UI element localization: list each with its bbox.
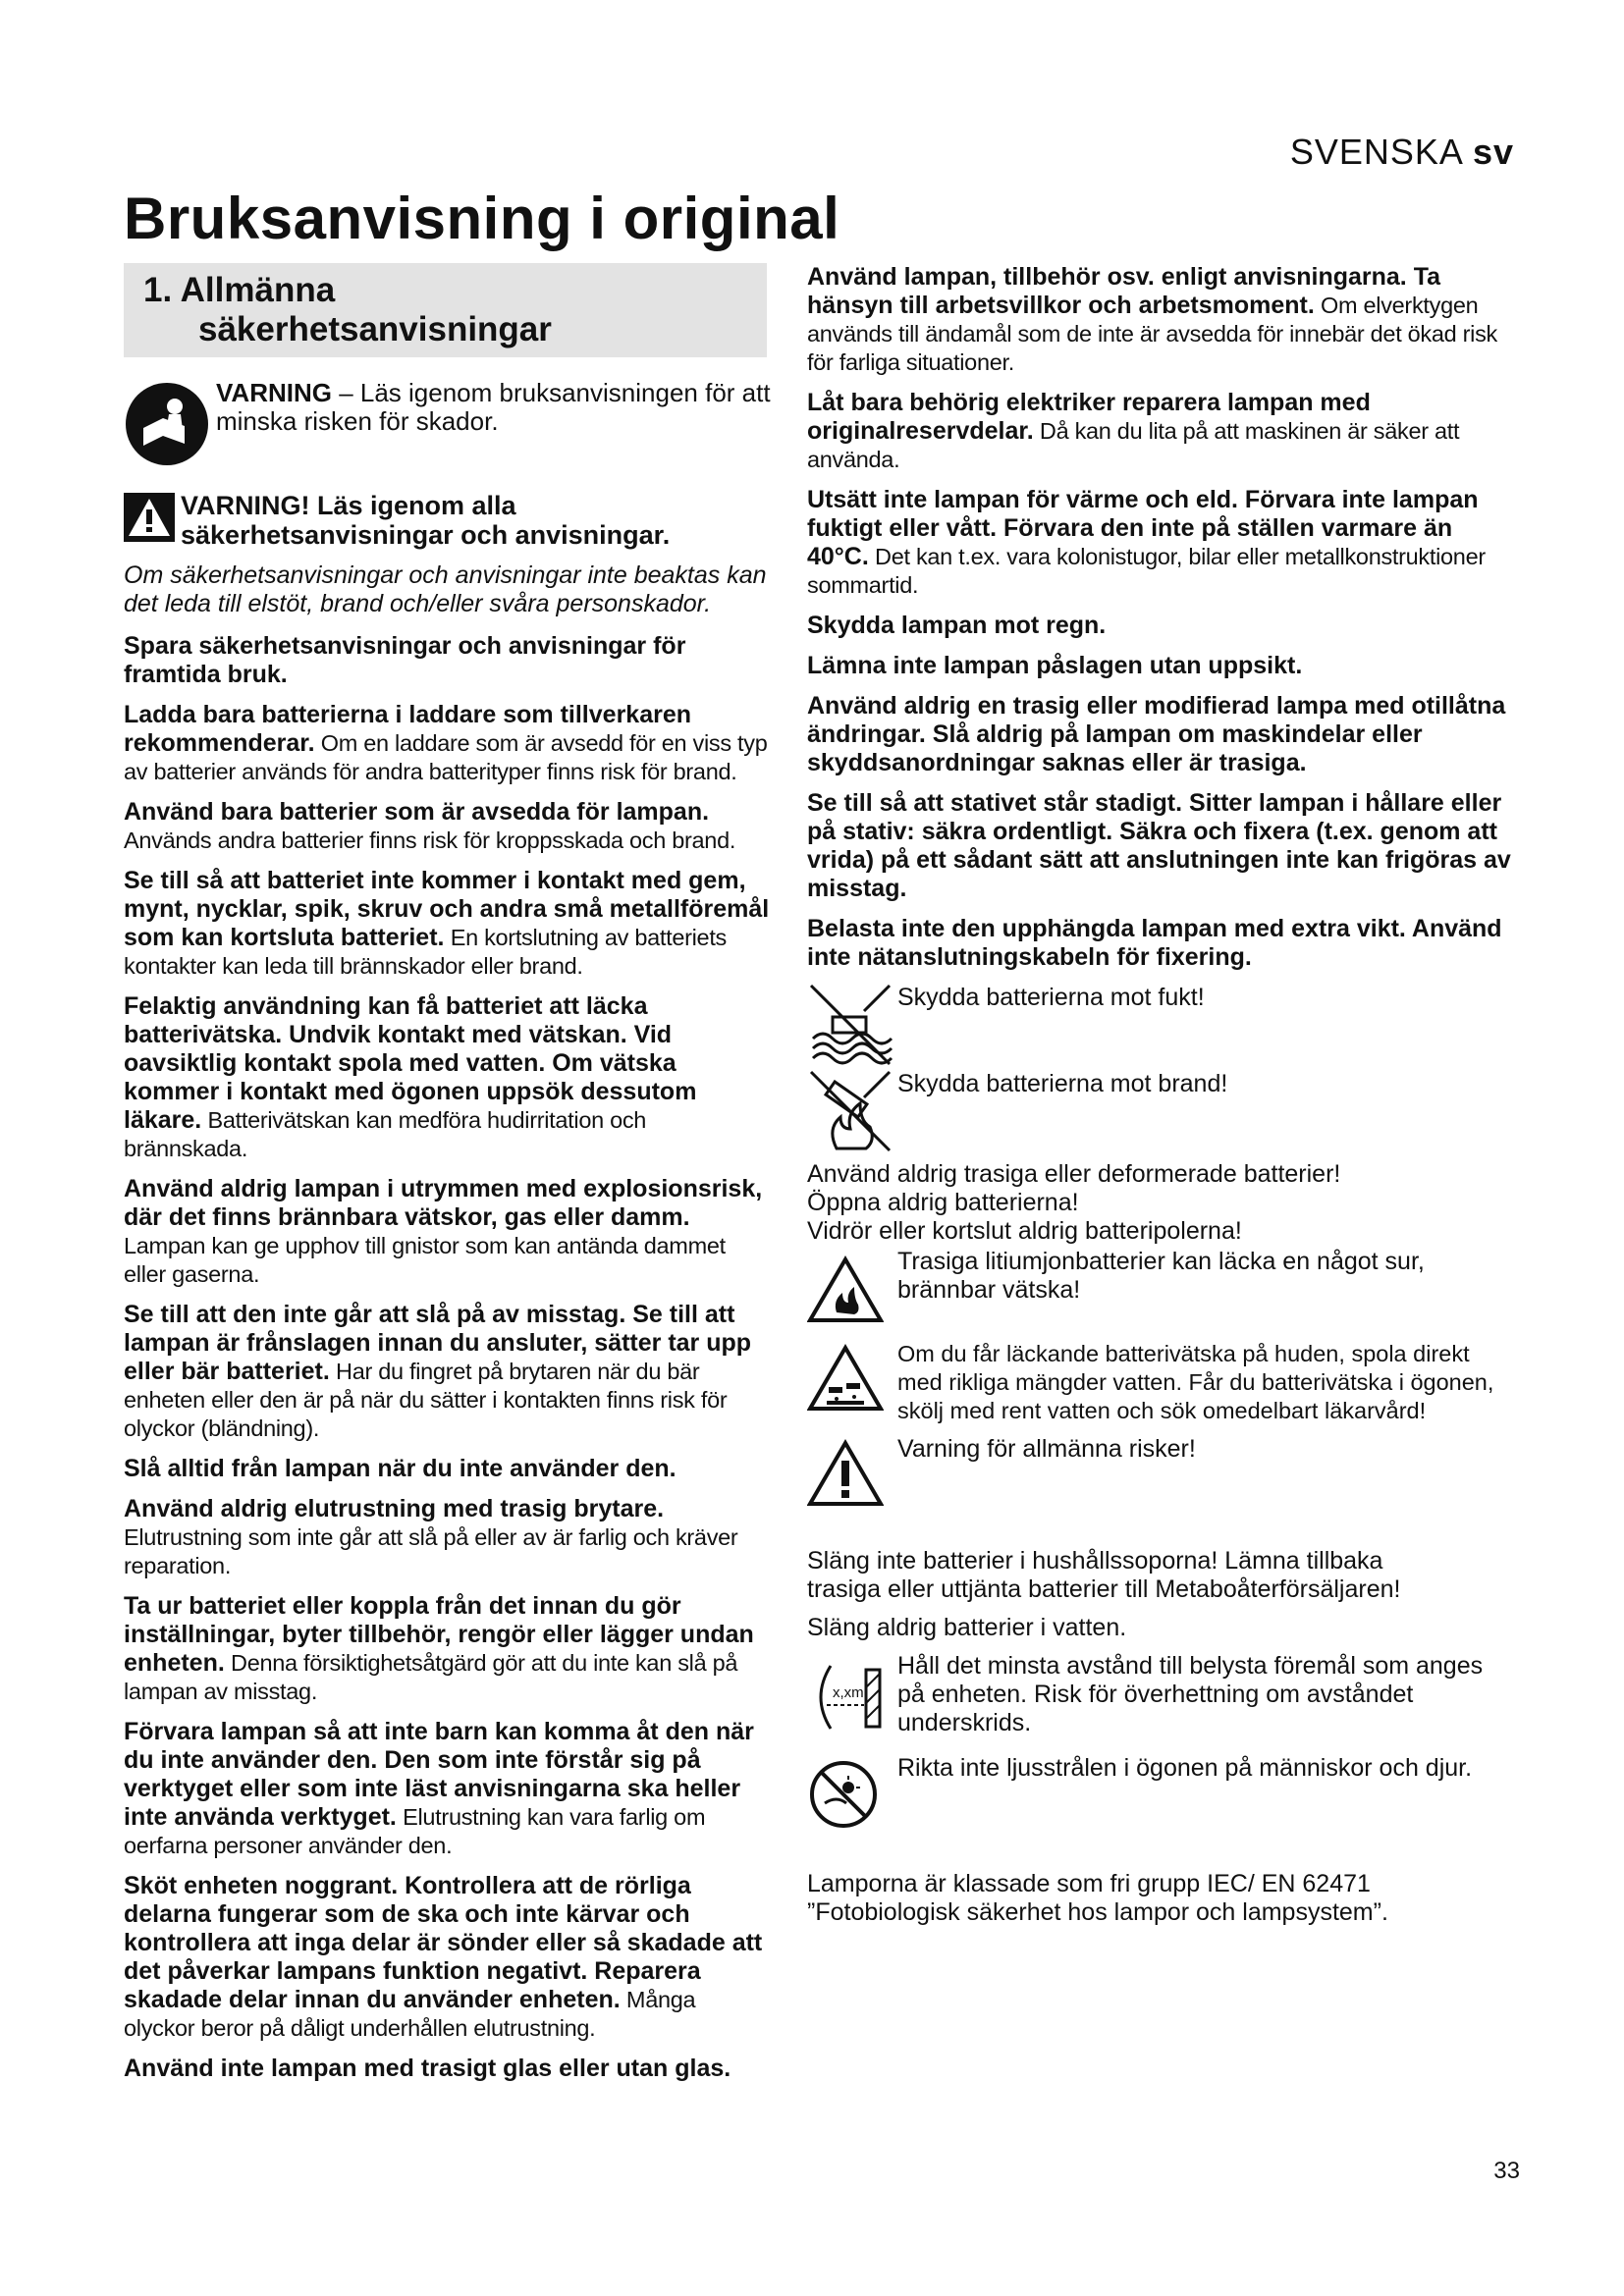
instruction-paragraph: Se till att den inte går att slå på av misstag. Se till att lampan är frånslagen innan du ansluter, sätter tar upp eller bär batteriet. Har du fingret på brytaren när du bär enheten eller den är på när du sätter i kontakten finns risk för olyckor (bländning). (124, 1301, 752, 1441)
instruction-paragraph: Använd aldrig elutrustning med trasig brytare. Elutrustning som inte går att slå på eller av är farlig och kräver reparation. (124, 1495, 738, 1578)
battery-warning-line: Använd aldrig trasiga eller deformerade batterier! (807, 1160, 1341, 1188)
battery-warning-line: Vidrör eller kortslut aldrig batteripolerna! (807, 1217, 1242, 1245)
language-label: SVENSKA sv (1289, 132, 1514, 172)
flammable-symbol-row: Trasiga litiumjonbatterier kan läcka en något sur, brännbar vätska! (807, 1248, 1514, 1330)
instruction-paragraph: Ladda bara batterierna i laddare som tillverkaren rekommenderar. Om en laddare som är avsedd för en viss typ av batterier används för andra batterityper finns risk för brand. (124, 701, 768, 784)
moisture-symbol-row: Skydda batterierna mot fukt! (807, 984, 1514, 1070)
instruction-paragraph: Förvara lampan så att inte barn kan komma åt den när du inte använder den. Den som inte förstår sig på verktyget eller som inte läst anvisningarna ska heller inte använda verktyget. Elutrustning kan vara farlig om oerfarna personer använder den. (124, 1718, 754, 1858)
fire-symbol-row: Skydda batterierna mot brand! (807, 1070, 1514, 1160)
flammable-warning-icon (807, 1255, 884, 1324)
instruction-paragraph: Använd inte lampan med trasigt glas eller utan glas. (124, 2055, 731, 2082)
instruction-paragraph: Använd aldrig en trasig eller modifierad lampa med otillåtna ändringar. Slå aldrig på lampan om maskindelar eller skyddsanordningar saknas eller är trasiga. (807, 692, 1506, 776)
distance-symbol-row: x,xm Håll det minsta avstånd till belysta föremål som anges på enheten. Risk för överhettning om avståndet underskrids. (807, 1652, 1514, 1742)
disposal-text: Släng inte batterier i hushållssoporna! Lämna tillbaka trasiga eller uttjänta batterier till Metaboåterförsäljaren! (807, 1547, 1401, 1603)
instruction-paragraph: Använd aldrig lampan i utrymmen med explosionsrisk, där det finns brännbara vätskor, gas eller damm. Lampan kan ge upphov till gnistor som kan antända dammet eller gaserna. (124, 1175, 763, 1287)
read-manual-warning: VARNING – Läs igenom bruksanvisningen för att minska risken för skador. (124, 379, 772, 473)
instruction-paragraph: Låt bara behörig elektriker reparera lampan med originalreservdelar. Då kan du lita på att maskinen är säker att använda. (807, 389, 1460, 472)
left-column (124, 263, 772, 2095)
instruction-paragraph: Skydda lampan mot regn. (807, 612, 1107, 639)
instruction-paragraph: Se till så att batteriet inte kommer i kontakt med gem, mynt, nycklar, spik, skruv och andra små metallföremål som kan kortsluta batteriet. En kortslutning av batteriets kontakter kan leda till brännskador eller brand. (124, 867, 770, 979)
no-fire-icon (807, 1070, 893, 1156)
page-number: 33 (1493, 2158, 1520, 2184)
instruction-paragraph: Lämna inte lampan påslagen utan uppsikt. (807, 652, 1303, 679)
distance-label: x,xm (833, 1684, 864, 1701)
water-disposal-text: Släng aldrig batterier i vatten. (807, 1614, 1127, 1641)
no-moisture-icon (807, 984, 893, 1068)
corrosive-warning-icon (807, 1344, 884, 1413)
minimum-distance-icon (807, 1658, 886, 1736)
instruction-paragraph: Utsätt inte lampan för värme och eld. Förvara inte lampan fuktigt eller vått. Förvara den inte på ställen varmare än 40°C. Det kan t.ex. vara kolonistugor, bilar eller metallkonstruktioner sommartid. (807, 486, 1486, 598)
battery-warning-line: Öppna aldrig batterierna! (807, 1189, 1079, 1216)
right-column (807, 263, 1514, 1927)
warning-italic-text: Om säkerhetsanvisningar och anvisningar inte beaktas kan det leda till elstöt, brand och/eller svåra personskador. (124, 561, 767, 617)
read-all-warning: VARNING! Läs igenom alla säkerhetsanvisningar och anvisningar. (124, 491, 772, 550)
read-manual-icon (124, 379, 210, 465)
eye-safety-symbol-row: Rikta inte ljusstrålen i ögonen på människor och djur. (807, 1754, 1514, 1835)
warning-triangle-icon (124, 493, 175, 542)
instruction-paragraph: Felaktig användning kan få batteriet att läcka batterivätska. Undvik kontakt med vätskan. Vid oavsiktlig kontakt spola med vatten. Om vätska kommer i kontakt med ögonen uppsök dessutom läkare. Batterivätskan kan medföra hudirritation och brännskada. (124, 992, 697, 1161)
instruction-paragraph: Se till så att stativet står stadigt. Sitter lampan i hållare eller på stativ: säkra ordentligt. Säkra och fixera (t.ex. genom att vrida) på ett sådant sätt att anslutningen inte kan frigöras av misstag. (807, 789, 1511, 902)
instruction-paragraph: Spara säkerhetsanvisningar och anvisningar för framtida bruk. (124, 632, 686, 688)
no-eye-exposure-icon (807, 1758, 880, 1831)
general-warning-icon (807, 1439, 884, 1508)
page-title: Bruksanvisning i original (124, 186, 840, 251)
instruction-paragraph: Sköt enheten noggrant. Kontrollera att de rörliga delarna fungerar som de ska och inte kärvar och kontrollera att inga delar är sönder eller så skadade att det påverkar lampans funktion negativt. Reparera skadade delar innan du använder enheten. Många olyckor beror på dåligt underhållen elutrustning. (124, 1872, 763, 2041)
section-heading: 1. Allmänna säkerhetsanvisningar (124, 263, 767, 357)
instruction-paragraph: Ta ur batteriet eller koppla från det innan du gör inställningar, byter tillbehör, rengör eller lägger undan enheten. Denna försiktighetsåtgärd gör att du inte kan slå på lampan av misstag. (124, 1592, 754, 1704)
instruction-paragraph: Belasta inte den upphängda lampan med extra vikt. Använd inte nätanslutningskabeln för fixering. (807, 915, 1502, 971)
classification-text: Lamporna är klassade som fri grupp IEC/ EN 62471 ”Fotobiologisk säkerhet hos lampor och lampsystem”. (807, 1870, 1388, 1926)
instruction-paragraph: Använd lampan, tillbehör osv. enligt anvisningarna. Ta hänsyn till arbetsvillkor och arbetsmoment. Om elverktygen används till ändamål som de inte är avsedda för innebär det ökad risk för farliga situationer. (807, 263, 1497, 375)
instruction-paragraph: Använd bara batterier som är avsedda för lampan. Används andra batterier finns risk för kroppsskada och brand. (124, 798, 736, 853)
corrosive-symbol-row: Om du får läckande batterivätska på huden, spola direkt med rikliga mängder vatten. Får du batterivätska i ögonen, skölj med rent vatten och sök omedelbart läkarvård! (807, 1340, 1514, 1425)
instruction-paragraph: Slå alltid från lampan när du inte använder den. (124, 1455, 677, 1482)
general-risk-symbol-row: Varning för allmänna risker! (807, 1435, 1514, 1533)
